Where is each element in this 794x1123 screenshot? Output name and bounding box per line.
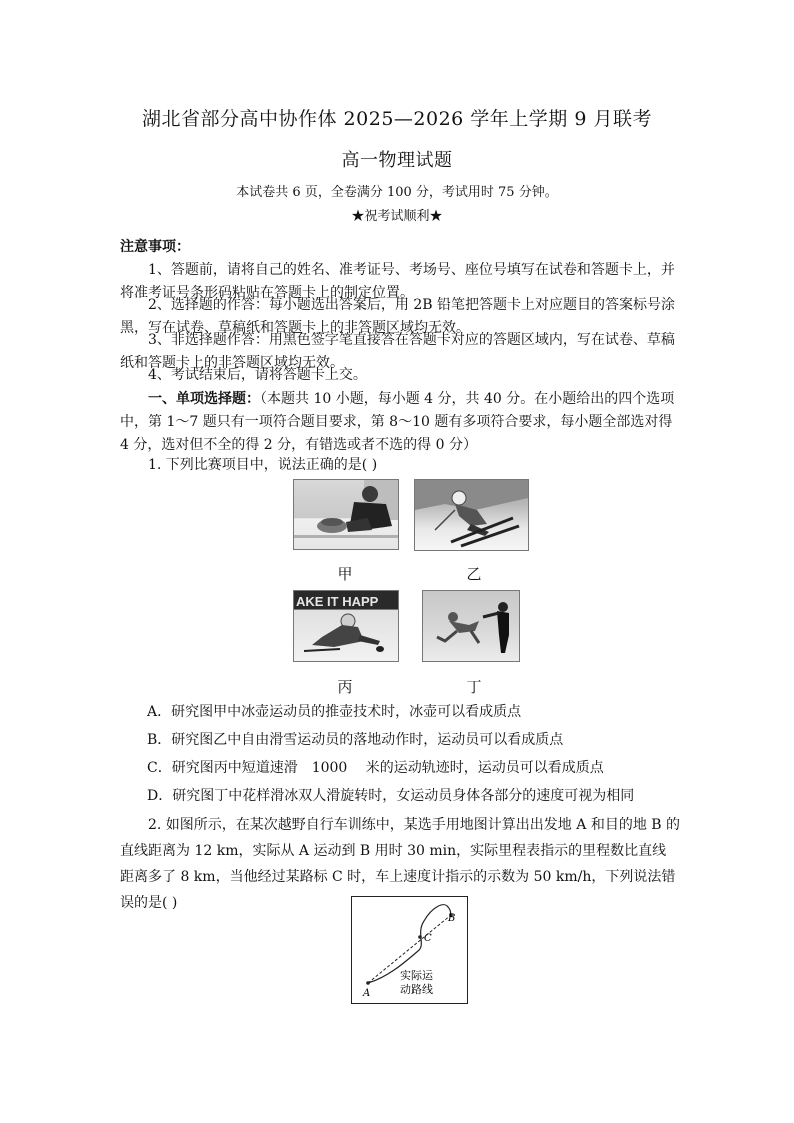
q1-stem: 1. 下列比赛项目中，说法正确的是( ) [148, 457, 378, 473]
q1-option-a: A．研究图甲中冰壶运动员的推壶技术时，冰壶可以看成质点 [147, 704, 522, 720]
caption-bing: 丙 [337, 678, 353, 696]
q1-option-d: D．研究图丁中花样滑冰双人滑旋转时，女运动员身体各部分的速度可视为相同 [147, 788, 635, 804]
exam-subtitle: 高一物理试题 [341, 150, 453, 171]
photo-figure-skating [422, 590, 520, 662]
route-label-line2: 动路线 [400, 983, 433, 996]
section1-intro [120, 388, 680, 457]
exam-info: 本试卷共 6 页，全卷满分 100 分，考试用时 75 分钟。 [236, 185, 558, 200]
caption-ding: 丁 [466, 678, 482, 696]
note-item-3: 3、非选择题作答：用黑色签字笔直接答在答题卡对应的答题区域内，写在试卷、草稿纸和答题卡上的非答题区域均无效。 [120, 332, 675, 371]
note-item-2: 2、选择题的作答：每小题选出答案后，用 2B 铅笔把答题卡上对应题目的答案标号涂黑，写在试卷、草稿纸和答题卡上的非答题区域均无效。 [120, 297, 676, 336]
caption-jia: 甲 [337, 565, 353, 583]
section1-text: （本题共 10 小题，每小题 4 分，共 40 分。在小题给出的四个选项中，第 1～7 题只有一项符合题目要求，第 8～10 题有多项符合要求，每小题全部选对得 4 分，选对但不全的得 2 分，有错选或者不选的得 0 分） [120, 391, 675, 453]
q2-stem: 2. 如图所示，在某次越野自行车训练中，某选手用地图计算出出发地 A 和目的地 B 的直线距离为 12 km，实际从 A 运动到 B 用时 30 min，实际里程表指示的里程数比直线距离多了 8 km，当他经过某路标 C 时，车上速度计指示的示数为 50 km/h，下列说法错误的是( ) [120, 817, 681, 911]
label-a: A [363, 988, 371, 999]
banner-text: AKE IT HAPP [296, 594, 379, 609]
photo-curling [293, 479, 399, 550]
note-item-4: 4、考试结束后，请将答题卡上交。 [148, 367, 367, 383]
route-label-line1: 实际运 [400, 969, 433, 982]
photo-short-track [293, 590, 399, 662]
label-c: C [424, 933, 432, 944]
caption-yi: 乙 [466, 565, 482, 583]
note-item-1: 1、答题前，请将自己的姓名、准考证号、考场号、座位号填写在试卷和答题卡上，并将准考证号条形码粘贴在答题卡上的制定位置。 [120, 262, 675, 301]
label-b: B [448, 913, 456, 924]
q1-option-c: C．研究图丙中短道速滑 1000 米的运动轨迹时，运动员可以看成质点 [147, 760, 604, 776]
photo-skiing [414, 479, 529, 551]
section1-label: 一、单项选择题： [148, 391, 260, 407]
point-c-dot [418, 935, 422, 939]
exam-wish: ★祝考试顺利★ [351, 209, 443, 224]
point-a-dot [366, 981, 370, 985]
q1-option-b: B．研究图乙中自由滑雪运动员的落地动作时，运动员可以看成质点 [147, 732, 564, 748]
notes-heading: 注意事项： [120, 239, 190, 255]
route-diagram [351, 896, 468, 1004]
exam-title: 湖北省部分高中协作体 2025—2026 学年上学期 9 月联考 [142, 108, 652, 130]
